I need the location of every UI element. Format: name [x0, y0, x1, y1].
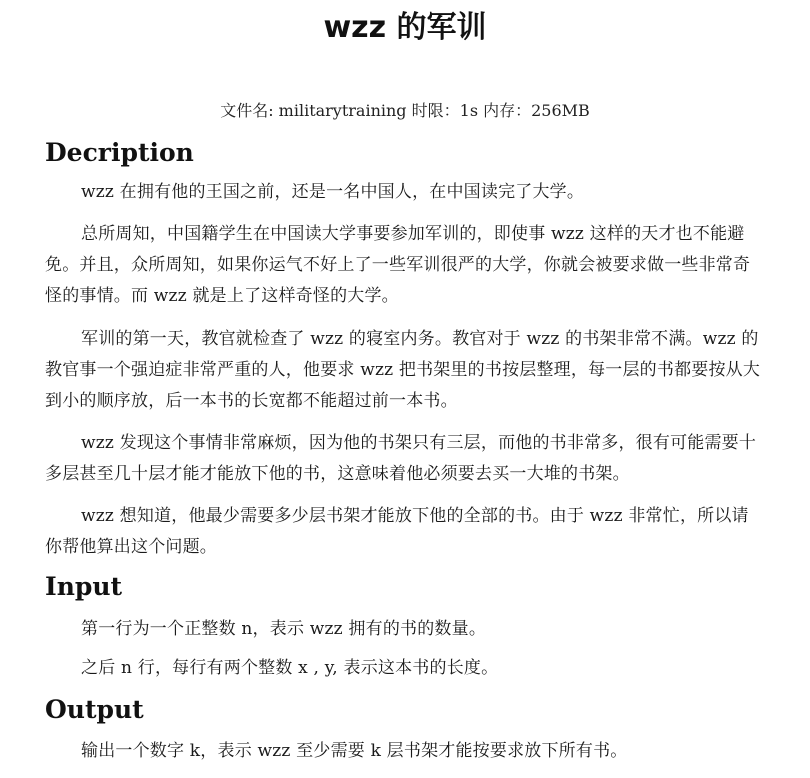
- description-paragraph: wzz 发现这个事情非常麻烦，因为他的书架只有三层，而他的书非常多，很有可能需要十多层甚至几十层才能才能放下他的书，这意味着他必须要去买一大堆的书架。: [45, 433, 757, 484]
- input-paragraph: 第一行为一个正整数 n，表示 wzz 拥有的书的数量。: [81, 619, 487, 639]
- input-heading: Input: [45, 572, 123, 601]
- problem-meta: 文件名: militarytraining 时限：1s 内存：256MB: [220, 101, 590, 120]
- output-heading: Output: [45, 695, 144, 724]
- page-title: wzz 的军训: [323, 10, 487, 45]
- output-paragraph: 输出一个数字 k，表示 wzz 至少需要 k 层书架才能按要求放下所有书。: [81, 741, 628, 761]
- description-paragraph: wzz 想知道，他最少需要多少层书架才能放下他的全部的书。由于 wzz 非常忙，所以请你帮他算出这个问题。: [45, 506, 749, 557]
- description-paragraph: wzz 在拥有他的王国之前，还是一名中国人，在中国读完了大学。: [81, 182, 585, 202]
- description-paragraph: 总所周知，中国籍学生在中国读大学事要参加军训的，即使事 wzz 这样的天才也不能避免。并且，众所周知，如果你运气不好上了一些军训很严的大学，你就会被要求做一些非常奇怪的事情。而 wzz 就是上了这样奇怪的大学。: [45, 224, 751, 306]
- description-heading: Decription: [45, 138, 194, 167]
- input-paragraph: 之后 n 行，每行有两个整数 x , y, 表示这本书的长度。: [81, 658, 499, 678]
- description-paragraph: 军训的第一天，教官就检查了 wzz 的寝室内务。教官对于 wzz 的书架非常不满。wzz 的教官事一个强迫症非常严重的人，他要求 wzz 把书架里的书按层整理，每一层的书都要按从大到小的顺序放，后一本书的长宽都不能超过前一本书。: [45, 329, 761, 411]
